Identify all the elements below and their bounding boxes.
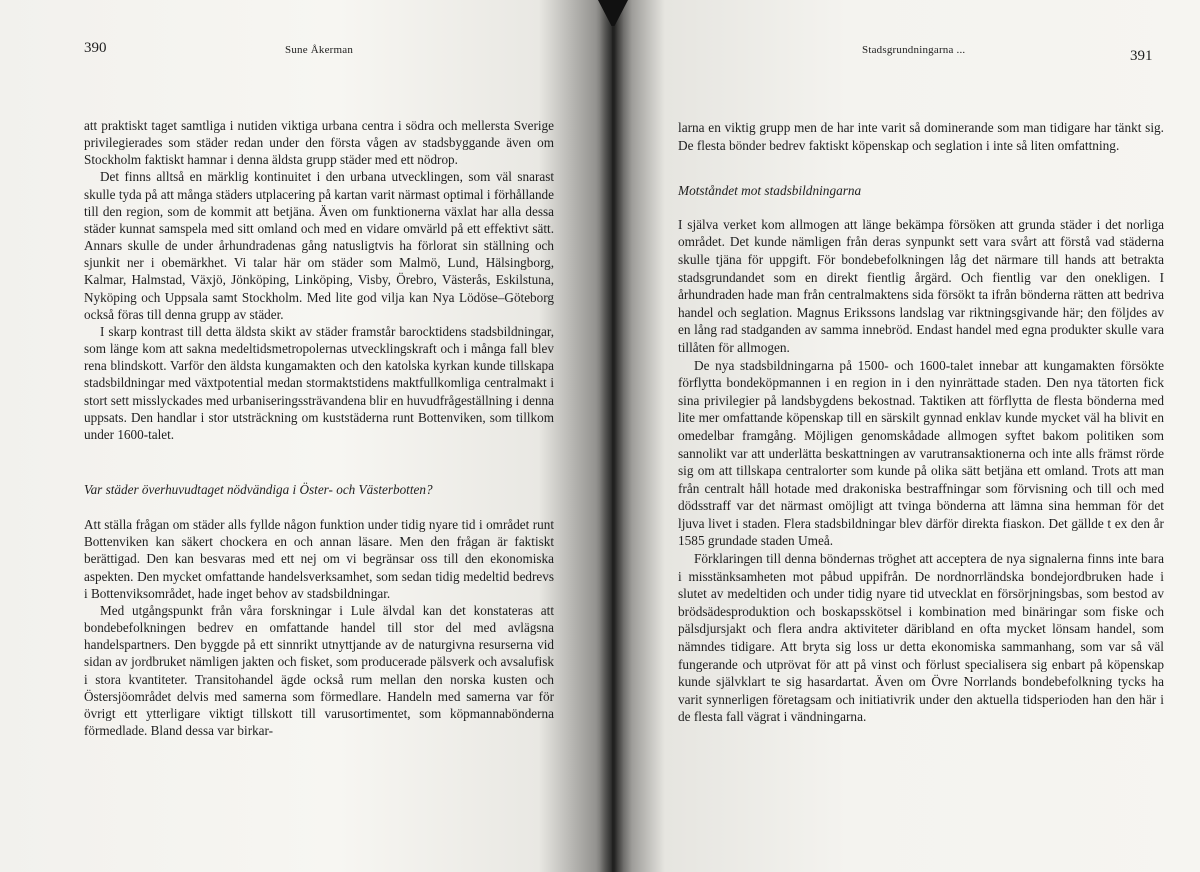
section-heading: Motståndet mot stadsbildningarna bbox=[678, 183, 862, 199]
paragraph: I själva verket kom allmogen att länge bekämpa försöken att grunda städer i det norliga området. Det kunde nämligen från deras synpunkt sett vara svårt att förstå vad städerna skulle tjäna för uppgift. För bondebefolkningen låg det närmare till hands att betrakta stadsgrundandet som en direkt fientlig årgärd. Och fientlig var den onekligen. I århundraden hade man från centralmaktens sida försökt ta ifrån bönderna rätten att bedriva handel och seglation. Magnus Erikssons landslag var riktningsgivande här; den följdes av en lång rad stadganden av samma innebröd. Endast handel med egna produkter skulle vara tillåten för allmogen. bbox=[678, 216, 1164, 355]
paragraph: Med utgångspunkt från våra forskningar i Lule älvdal kan det konstateras att bondebefolkningen bedrev en omfattande handel till stor del med avlägsna handelspartners. Den byggde på ett sinnrikt utnyttjande av de naturgivna resurserna vid sidan av jordbruket nämligen jakten och fisket, som producerade pälsverk och avsalufisk i stora kvantiteter. Transitohandel ägde också rum mellan den norska kusten och Östersjöområdet delvis med samerna som förmedlare. Handeln med samerna var för övrigt ett ytterligare viktigt tillskott till varusortimentet, som köpmannabönderna förmedlade. Bland dessa var birkar- bbox=[84, 602, 554, 738]
right-page bbox=[612, 0, 1200, 872]
running-head: Stadsgrundningarna ... bbox=[862, 44, 966, 56]
paragraph: Det finns alltså en märklig kontinuitet i den urbana utvecklingen, som väl snarast skulle tyda på att många städers utplacering på kartan varit närmast optimal i förhållande till den region, som de kommit att betjäna. Även om funktionerna växlat har alla dessa städer kunnat samspela med sitt omland och med en vidare omvärld på ett effektivt sätt. Annars skulle de under århundradenas gång natusligtvis ha förlorat sin ställning och sjunkit ner i obemärkhet. Vi talar här om städer som Malmö, Lund, Hälsingborg, Kalmar, Halmstad, Växjö, Jönköping, Linköping, Visby, Örebro, Västerås, Eskilstuna, Nyköping och Uppsala samt Stockholm. Med lite god vilja kan Nya Lödöse–Göteborg också föras till denna grupp av städer. bbox=[84, 169, 554, 322]
paragraph: att praktiskt taget samtliga i nutiden viktiga urbana centra i södra och mellersta Sverige privilegierades som städer redan under den första vågen av stadsbyggande även om Stockholm faktiskt hamnar i denna äldsta grupp städer med ett nödrop. bbox=[84, 118, 554, 168]
body-text bbox=[84, 117, 554, 739]
paragraph: Att ställa frågan om städer alls fyllde någon funktion under tidig nyare tid i området runt Bottenviken kan säkert chockera en och annan läsare. Men den frågan är faktiskt berättigad. Den kan besvaras med ett nej om vi begränsar oss till den ekonomiska aspekten. Den mycket omfattande handelsverksamhet, som sedan tidig medeltid bedrevs i Bottenviksområdet, hade inget behov av stadsbildningar. bbox=[84, 517, 554, 601]
paragraph: larna en viktig grupp men de har inte varit så dominerande som man tidigare har tänkt sig. De flesta bönder bedrev faktiskt köpenskap och seglation i inte så liten omfattning. bbox=[678, 120, 1164, 153]
paragraph: De nya stadsbildningarna på 1500- och 1600-talet innebar att kungamakten försökte förflytta bondeköpmannen i en region in i den nyinrättade staden. Den nya tätorten fick sina privilegier på landsbygdens bekostnad. Taktiken att förflytta de flesta bönderna med lite mer omfattande köpenskap till en särskilt gynnad enklav kunde mycket väl ha blivit en omedelbar framgång. Möjligen genomskådade allmogen syftet bakom politiken som sannolikt var att underlätta beskattningen av varutransaktionerna och inte alls främst rörde sig om att tillskapa centralorter som kunde på olika sätt betjäna ett omland. Trots att man från centralt håll hotade med drakoniska bestraffningar som förvisning och till och med dödsstraff var det närmast omöjligt att tvinga bönderna att lämna sina hemman för det ljuva livet i staden. Flera stadsbildningar blev därför direkta fiaskon. Det gällde t ex den år 1585 grundade staden Umeå. bbox=[678, 357, 1164, 549]
page-number: 391 bbox=[1130, 48, 1153, 64]
section-heading: Var städer överhuvudtaget nödvändiga i Öster- och Västerbotten? bbox=[84, 481, 433, 497]
paragraph: I skarp kontrast till detta äldsta skikt av städer framstår barocktidens stadsbildningar, som länge kom att sakna medeltidsmetropolernas utvecklingskraft och i många fall blev rena blindskott. Varför den äldsta kungamakten och den katolska kyrkan kunde tillskapa stadsbildningar med växtpotential medan stormaktstidens maktfullkomliga centralmakt i stort sett misslyckades med urbaniseringssträvandena blir en huvudfrågeställning i denna uppsats. Den handlar i stor utsträckning om kuststäderna runt Bottenviken, som tillkom under 1600-talet. bbox=[84, 323, 554, 442]
running-head: Sune Åkerman bbox=[285, 44, 354, 56]
body-text bbox=[678, 119, 1164, 726]
page-number: 390 bbox=[84, 40, 107, 56]
paragraph: Förklaringen till denna böndernas tröghet att acceptera de nya signalerna finns inte bara i misstänksamheten mot påbud uppifrån. De nordnorrländska bondejordbruken hade i slutet av medeltiden och under tidig nyare tid utvecklat en försörjningsbas, som bestod av brödsädesproduktion och boskapsskötsel i kombination med binäringar som fiske och pälsdjursjakt och flera andra aktiviteter däribland en ofta mycket lönsam handel, som nämndes tidigare. Att bryta sig loss ur detta ekonomiska sammanhang, som var så väl fungerande och utprövat för att på vinst och förlust specialisera sig enbart på köpenskap kunde självklart te sig hasardartat. Även om Övre Norrlands bondebefolkning tycks ha varit synnerligen företagsam och initiativrik under den aktuella tidsperioden han den här i de flesta fall vägrat i vändningarna. bbox=[678, 551, 1164, 725]
